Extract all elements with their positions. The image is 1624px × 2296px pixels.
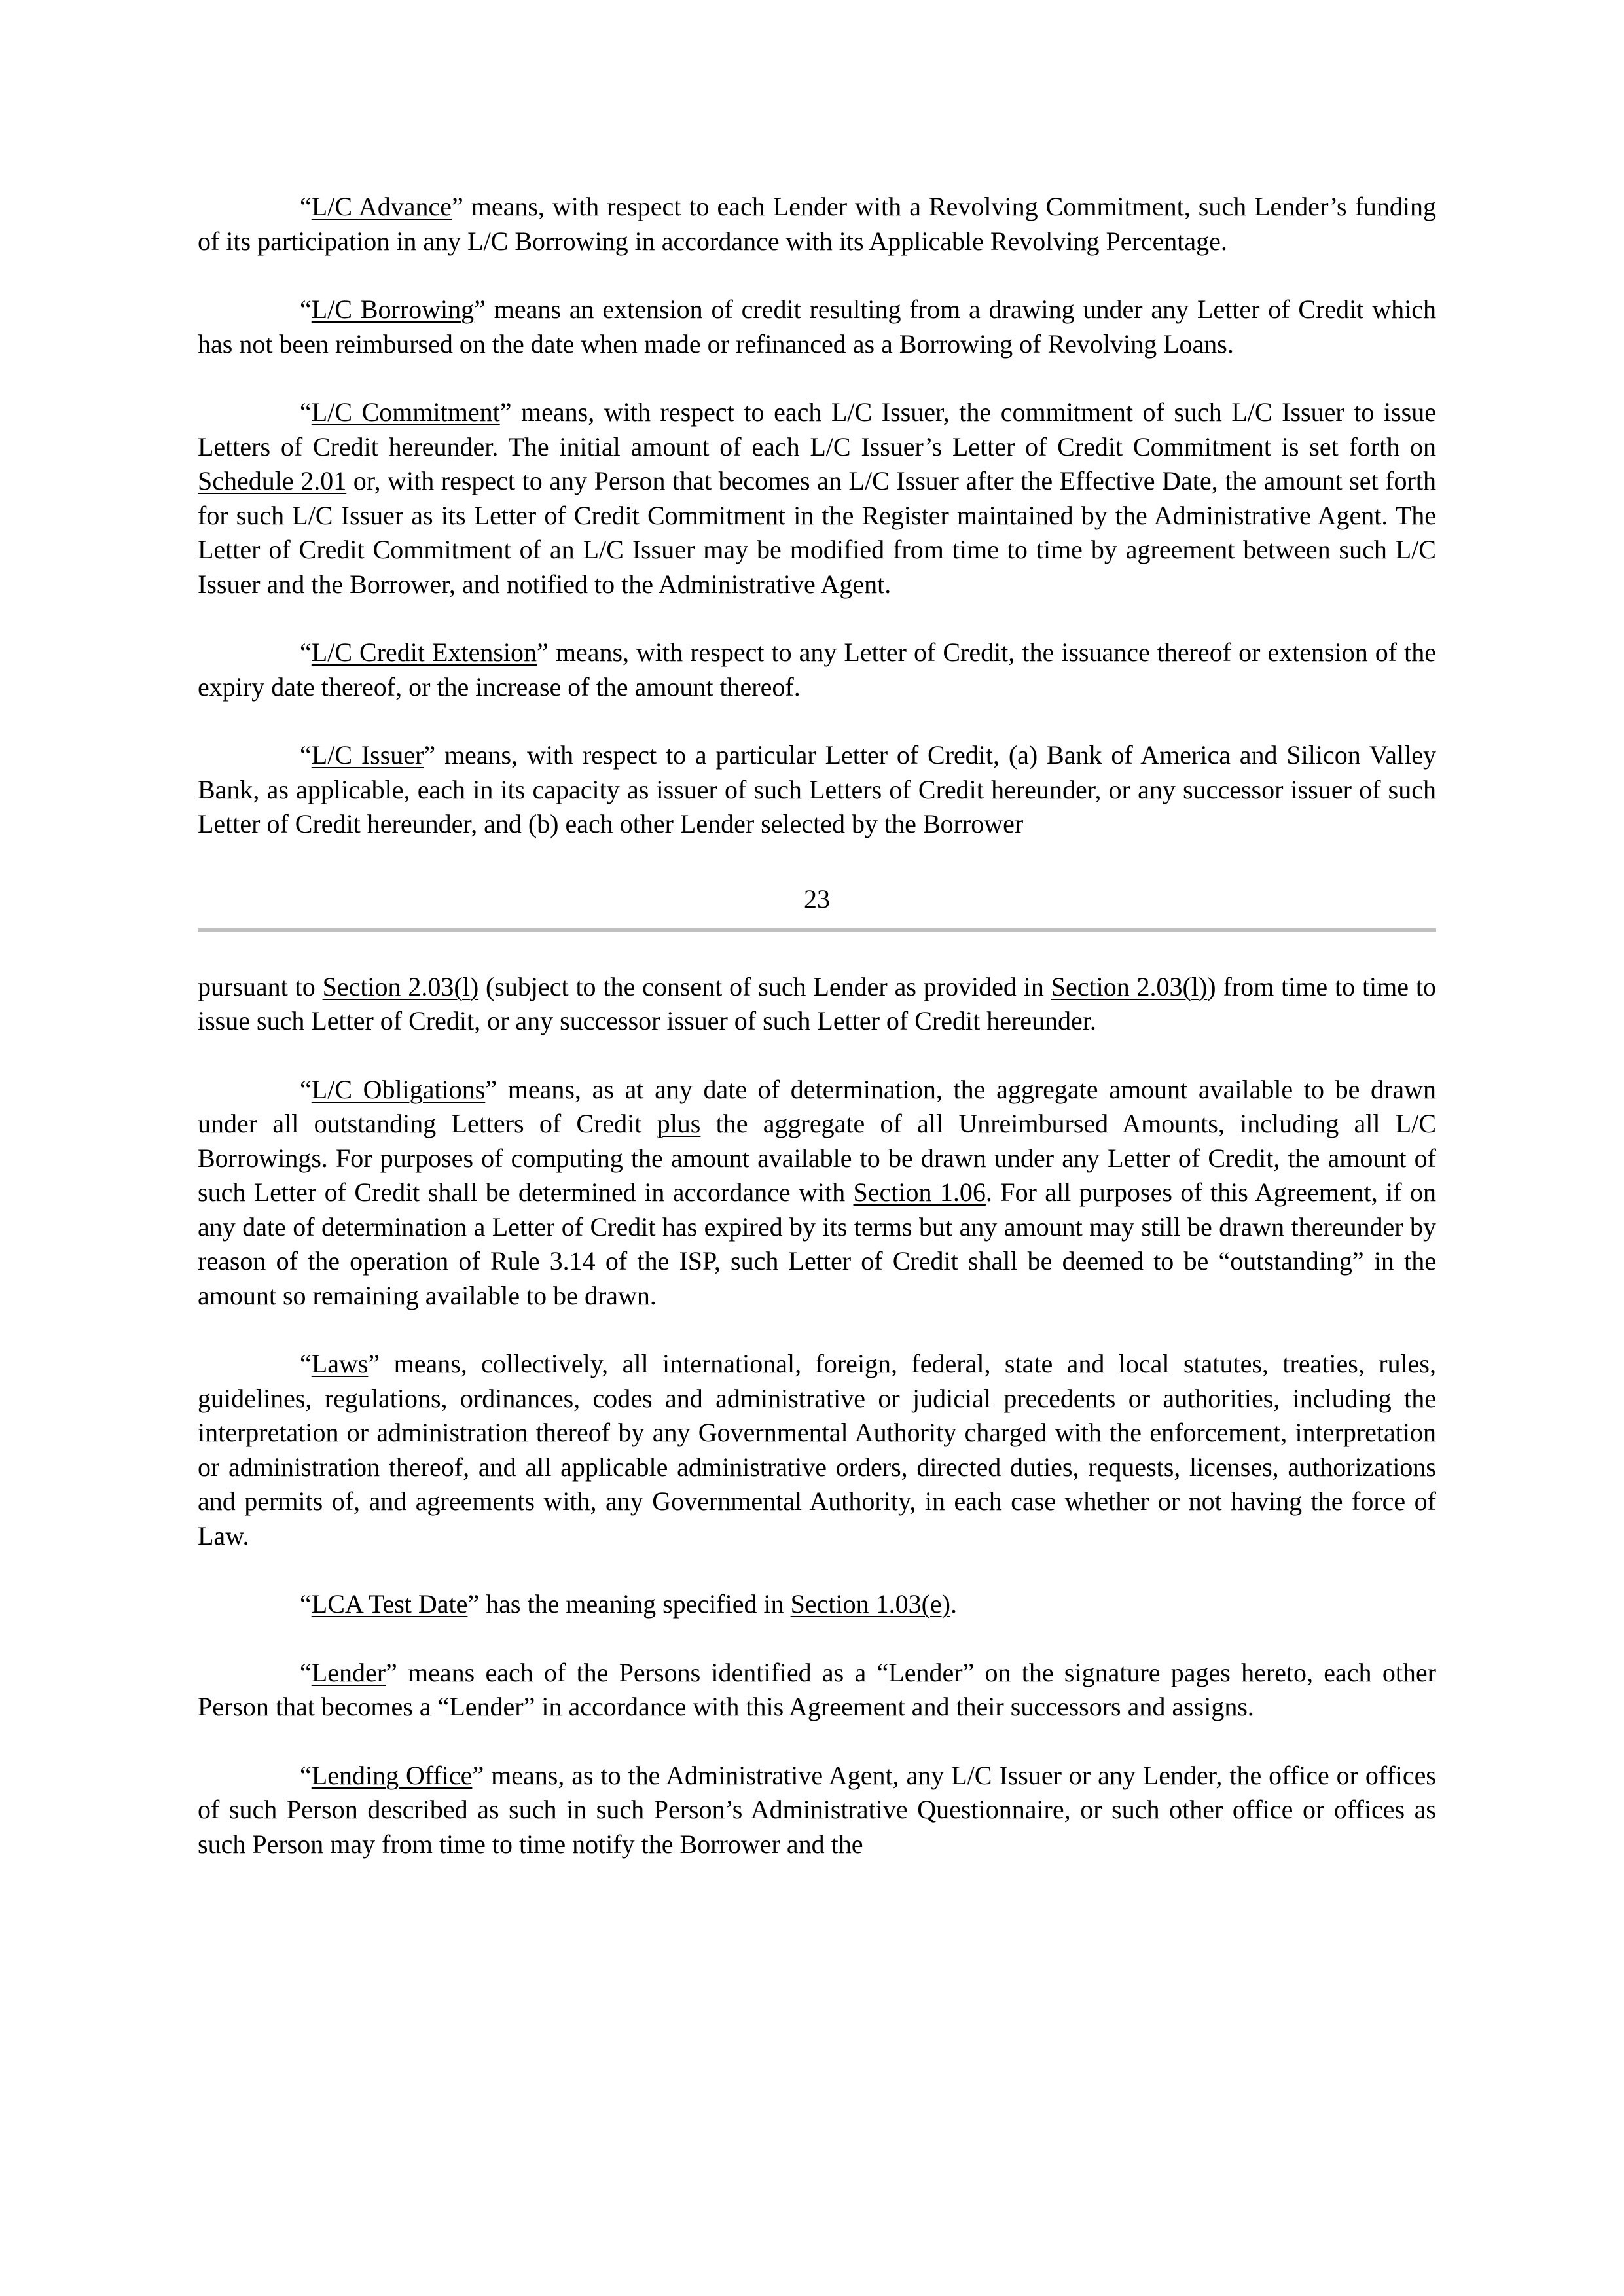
defined-term: L/C Commitment xyxy=(311,397,500,427)
definition-text: ” means, as at any date of determination, the aggregate amount available to be drawn under all outstanding Letters of Credit xyxy=(198,1074,1436,1138)
cross-reference: Section 2.03(l) xyxy=(1051,971,1208,1001)
emphasis-plus: plus xyxy=(657,1109,701,1138)
definition-text: ” means, with respect to each L/C Issuer, the commitment of such L/C Issuer to issue Letters of Credit hereunder. The initial amount of each L/C Issuer’s Letter of Credit Commitment is set forth on xyxy=(198,397,1437,461)
cross-reference: Schedule 2.01 xyxy=(198,466,347,495)
definition-text: ” means, with respect to a particular Letter of Credit, (a) Bank of America and Silicon Valley Bank, as applicable, each in its capacity as issuer of such Letters of Credit hereunder, or any successor issuer of such Letter of Credit hereunder, and (b) each other Lender selected by the Borrower xyxy=(198,740,1436,838)
defined-term: L/C Issuer xyxy=(311,740,424,770)
definition-lca-test-date xyxy=(198,1587,1436,1622)
defined-term: L/C Credit Extension xyxy=(311,637,537,667)
definition-text: ” means an extension of credit resulting from a drawing under any Letter of Credit which has not been reimbursed on the date when made or refinanced as a Borrowing of Revolving Loans. xyxy=(198,295,1436,359)
page-number: 23 xyxy=(804,884,830,914)
page-divider xyxy=(198,928,1436,932)
definition-text: ” means, with respect to each Lender with a Revolving Commitment, such Lender’s funding of its participation in any L/C Borrowing in accordance with its Applicable Revolving Percentage. xyxy=(198,192,1437,256)
defined-term: Lender xyxy=(311,1657,386,1687)
cross-reference: Section 1.06 xyxy=(853,1177,986,1207)
definition-text: ” means, collectively, all international, foreign, federal, state and local statutes, treaties, rules, guidelines, regulations, ordinances, codes and administrative or judicial precedents or authorities, including the interpretation or administration thereof by any Governmental Authority charged with the enforcement, interpretation or administration thereof, and all applicable administrative orders, directed duties, requests, licenses, authorizations and permits of, and agreements with, any Governmental Authority, in each case whether or not having the force of Law. xyxy=(198,1349,1436,1551)
definition-text: . xyxy=(950,1589,957,1619)
definition-lc-advance xyxy=(198,190,1436,259)
definition-text: . For all purposes of this Agreement, if on any date of determination a Letter of Credit has expired by its terms but any amount may still be drawn thereunder by reason of the operation of Rule 3.14 of the ISP, such Letter of Credit shall be deemed to be “outstanding” in the amount so remaining available to be drawn. xyxy=(198,1177,1437,1310)
open-quote: “ xyxy=(300,1589,312,1619)
document-body xyxy=(198,190,1436,1861)
defined-term: L/C Advance xyxy=(311,192,452,221)
definition-text: or, with respect to any Person that becomes an L/C Issuer after the Effective Date, the amount set forth for such L/C Issuer as its Letter of Credit Commitment in the Register maintained by the Administrative Agent. The Letter of Credit Commitment of an L/C Issuer may be modified from time to time by agreement between such L/C Issuer and the Borrower, and notified to the Administrative Agent. xyxy=(198,466,1436,599)
defined-term: Laws xyxy=(311,1349,369,1378)
defined-term: L/C Obligations xyxy=(311,1074,486,1104)
open-quote: “ xyxy=(300,637,312,667)
definition-text: ” means, as to the Administrative Agent, any L/C Issuer or any Lender, the office or offices of such Person described as such in such Person’s Administrative Questionnaire, or such other office or offices as such Person may from time to time notify the Borrower and the xyxy=(198,1760,1436,1859)
open-quote: “ xyxy=(300,397,312,427)
cross-reference: Section 1.03(e) xyxy=(790,1589,950,1619)
definition-laws xyxy=(198,1347,1436,1553)
defined-term: LCA Test Date xyxy=(311,1589,468,1619)
open-quote: “ xyxy=(300,1074,312,1104)
open-quote: “ xyxy=(300,1349,312,1378)
open-quote: “ xyxy=(300,1657,312,1687)
definition-lc-issuer-continuation xyxy=(198,970,1436,1039)
open-quote: “ xyxy=(300,295,312,324)
definition-lc-credit-extension xyxy=(198,636,1436,704)
definition-text: ) from time to time to issue such Letter of Credit, or any successor issuer of such Letter of Credit hereunder. xyxy=(198,971,1436,1035)
definition-lc-obligations xyxy=(198,1073,1436,1314)
cross-reference: Section 2.03(l) xyxy=(322,971,479,1001)
definition-text: ” means, with respect to any Letter of Credit, the issuance thereof or extension of the expiry date thereof, or the increase of the amount thereof. xyxy=(198,637,1437,702)
open-quote: “ xyxy=(300,740,312,770)
definition-text: the aggregate of all Unreimbursed Amounts, including all L/C Borrowings. For purposes of computing the amount available to be drawn under any Letter of Credit, the amount of such Letter of Credit shall be determined in accordance with xyxy=(198,1109,1437,1207)
open-quote: “ xyxy=(300,1760,312,1790)
definition-lc-commitment xyxy=(198,395,1436,601)
definition-lc-issuer xyxy=(198,738,1436,842)
defined-term: L/C Borrowing xyxy=(311,295,475,324)
definition-lending-office xyxy=(198,1759,1436,1862)
definition-text: (subject to the consent of such Lender as provided in xyxy=(478,971,1051,1001)
definition-lc-borrowing xyxy=(198,293,1436,361)
open-quote: “ xyxy=(300,192,312,221)
definition-text: pursuant to xyxy=(198,971,323,1001)
defined-term: Lending Office xyxy=(311,1760,473,1790)
definition-lender xyxy=(198,1656,1436,1725)
definition-text: ” has the meaning specified in xyxy=(467,1589,791,1619)
definition-text: ” means each of the Persons identified as a “Lender” on the signature pages hereto, each other Person that becomes a “Lender” in accordance with this Agreement and their successors and assigns. xyxy=(198,1657,1436,1721)
